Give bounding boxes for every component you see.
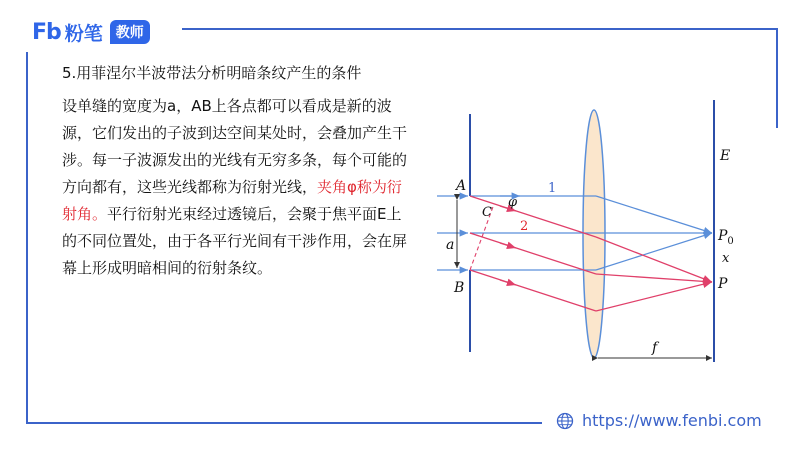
label-phi: φ [508,195,518,210]
page-title: 5.用菲涅尔半波带法分析明暗条纹产生的条件 [62,64,362,82]
label-A: A [456,178,467,194]
diffracted-ray-bot [470,270,596,311]
paragraph-part2: 平行衍射光束经过透镜后，会聚于焦平面E上的不同位置处，由于各平行光间有干涉作用，会在屏幕上形成明暗相间的衍射条纹。 [62,205,408,277]
label-P: P [718,276,728,292]
focus-ray-top [596,196,712,233]
converge-ray-bot [596,282,712,311]
label-ray2: 2 [520,219,529,234]
globe-icon [556,412,574,430]
diffracted-ray-mid [470,233,596,274]
label-ray1: 1 [548,181,557,196]
label-E: E [720,148,731,164]
label-P0 [717,228,734,247]
footer-url-text: https://www.fenbi.com [582,411,762,430]
diffracted-arrow-mid [500,243,516,248]
label-a: a [446,237,455,253]
paragraph-highlight: 夹角φ称为衍射角。 [62,178,402,223]
label-x: x [722,251,730,266]
focus-ray-bot [596,233,712,270]
brand-name: 粉笔 [64,22,103,45]
brand-badge: 教师 [110,20,150,44]
paragraph-part1: 设单缝的宽度为a，AB上各点都可以看成是新的波源，它们发出的子波到达空间某处时，会叠加产生干涉。每一子波源发出的光线有无穷多条，每个可能的方向都有，这些光线都称为衍射光线， [62,97,408,196]
label-B: B [454,280,465,296]
diffracted-arrow-bot [500,280,516,285]
label-P0-main: P [718,228,728,244]
label-P0-sub: 0 [727,236,734,247]
label-C: C [482,205,492,220]
footer-url[interactable] [556,411,762,430]
label-f: f [652,340,658,356]
brand-mark: Fb [32,19,61,45]
